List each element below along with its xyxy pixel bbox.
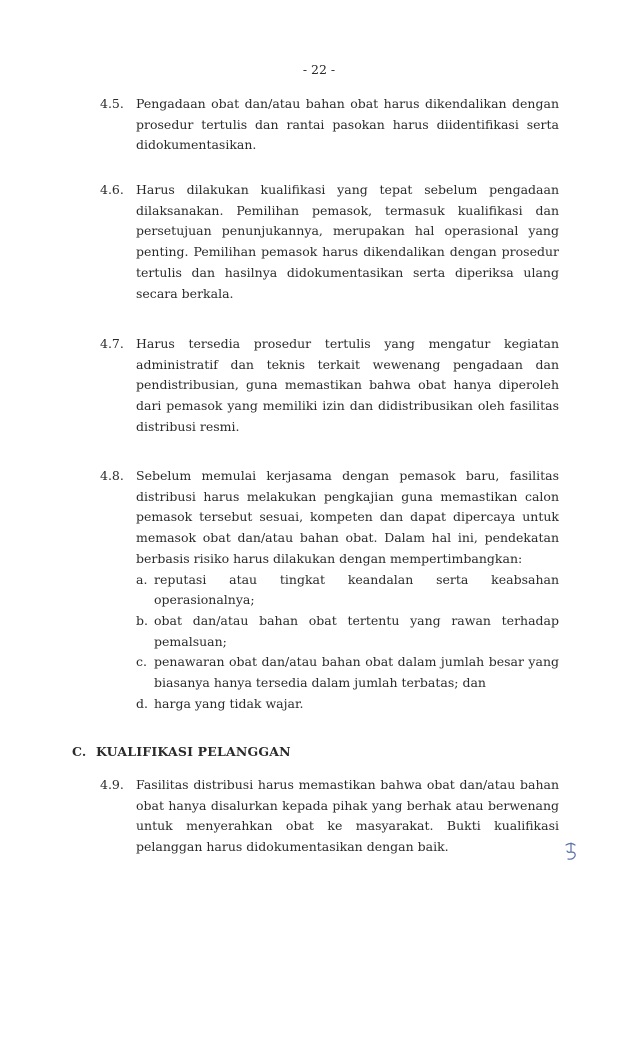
list-item-text: obat dan/atau bahan obat tertentu yang rawan terhadap pemalsuan; bbox=[154, 612, 559, 649]
section-letter: C. bbox=[72, 744, 87, 759]
list-item bbox=[136, 570, 559, 611]
paragraph-4-8 bbox=[100, 466, 559, 714]
paragraph-4-9 bbox=[100, 775, 559, 858]
paragraph-number: 4.9. bbox=[100, 777, 124, 792]
paragraph-text: Harus tersedia prosedur tertulis yang mengatur kegiatan administratif dan teknis terkait wewenang pengadaan dan pendistribusian, guna memastikan bahwa obat hanya diperoleh dari pemasok yang memiliki izin dan didistribusikan oleh fasilitas distribusi resmi. bbox=[136, 336, 559, 434]
paragraph-text: Sebelum memulai kerjasama dengan pemasok baru, fasilitas distribusi harus melakukan pengkajian guna memastikan calon pemasok tersebut sesuai, kompeten dan dapat dipercaya untuk memasok obat dan/atau bahan obat. Dalam hal ini, pendekatan berbasis risiko harus dilakukan dengan mempertimbangkan: bbox=[136, 468, 559, 566]
paragraph-number: 4.5. bbox=[100, 96, 124, 111]
paragraph-text: Fasilitas distribusi harus memastikan bahwa obat dan/atau bahan obat hanya disalurkan kepada pihak yang berhak atau berwenang untuk menyerahkan obat ke masyarakat. Bukti kualifikasi pelanggan harus didokumentasikan dengan baik. bbox=[136, 777, 559, 855]
list-item-text: penawaran obat dan/atau bahan obat dalam jumlah besar yang biasanya hanya tersedia dalam jumlah terbatas; dan bbox=[154, 654, 559, 691]
list-item-text: reputasi atau tingkat keandalan serta keabsahan operasionalnya; bbox=[154, 571, 559, 608]
paragraph-number: 4.7. bbox=[100, 336, 124, 351]
paragraph-number: 4.6. bbox=[100, 182, 124, 197]
list-item-letter: d. bbox=[136, 695, 148, 711]
list-item bbox=[136, 611, 559, 652]
handwritten-initial-icon bbox=[562, 840, 580, 862]
paragraph-text: Harus dilakukan kualifikasi yang tepat sebelum pengadaan dilaksanakan. Pemilihan pemasok, termasuk kualifikasi dan persetujuan penunjukannya, merupakan hal operasional yang penting. Pemilihan pemasok harus dikendalikan dengan prosedur tertulis dan hasilnya didokumentasikan serta diperiksa ulang secara berkala. bbox=[136, 182, 559, 301]
paragraph-4-7 bbox=[100, 334, 559, 438]
list-item-letter: c. bbox=[136, 654, 147, 670]
section-heading bbox=[72, 744, 291, 759]
section-title: KUALIFIKASI PELANGGAN bbox=[96, 744, 291, 759]
list-item bbox=[136, 694, 559, 715]
list-item-text: harga yang tidak wajar. bbox=[154, 695, 304, 711]
list-item-letter: b. bbox=[136, 612, 148, 628]
page-number: - 22 - bbox=[302, 62, 336, 77]
criteria-list bbox=[136, 570, 559, 715]
paragraph-number: 4.8. bbox=[100, 468, 124, 483]
paragraph-4-6 bbox=[100, 180, 559, 304]
list-item bbox=[136, 652, 559, 693]
paragraph-text: Pengadaan obat dan/atau bahan obat harus dikendalikan dengan prosedur tertulis dan rantai pasokan harus diidentifikasi serta didokumentasikan. bbox=[136, 96, 559, 153]
list-item-letter: a. bbox=[136, 571, 148, 587]
paragraph-4-5 bbox=[100, 94, 559, 156]
